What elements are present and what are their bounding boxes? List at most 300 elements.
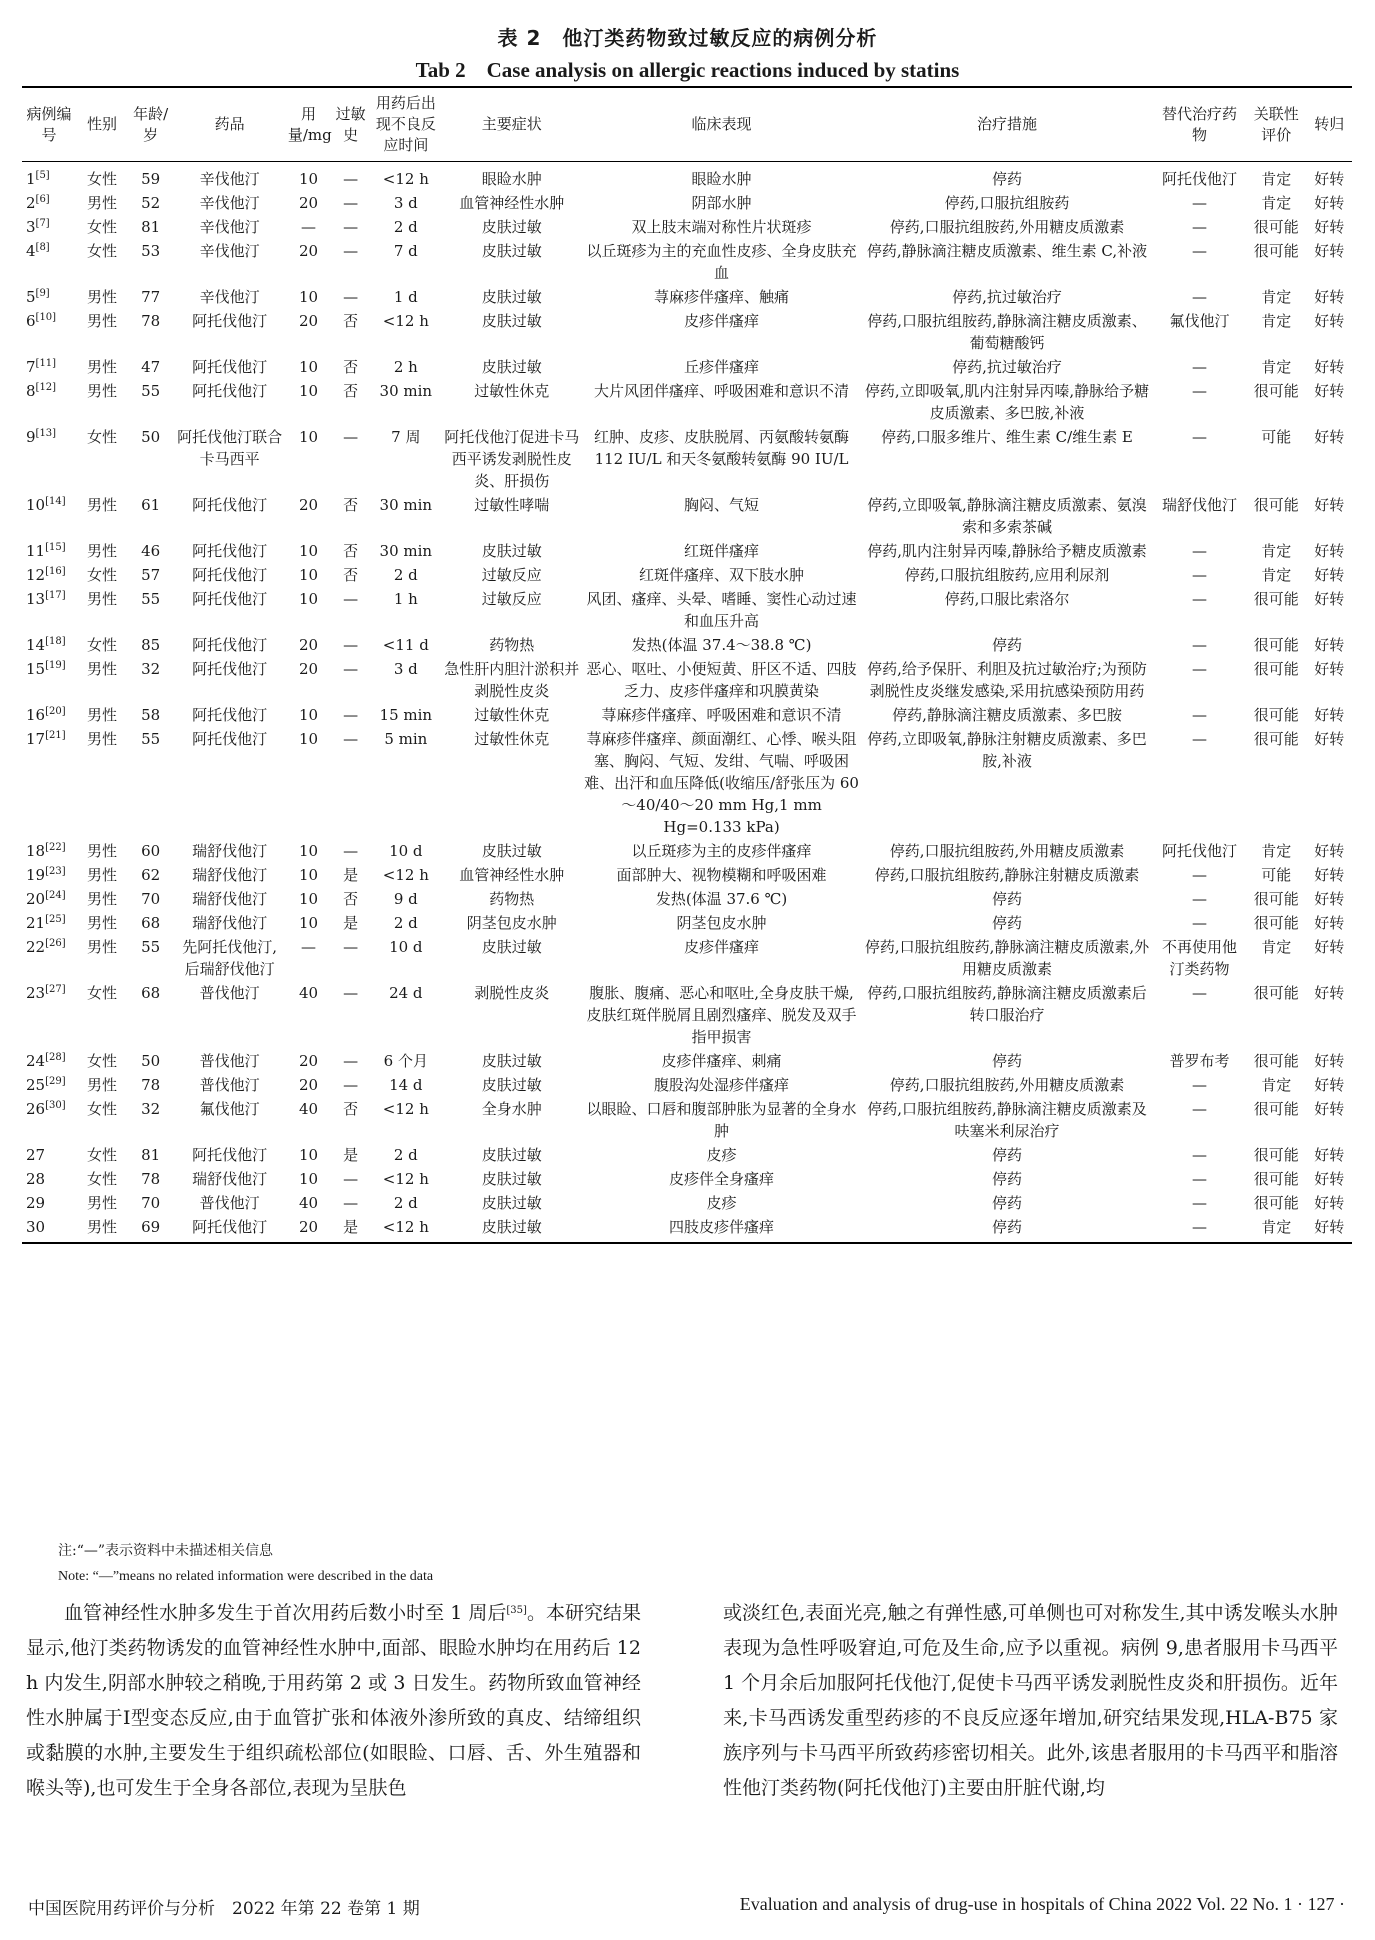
treatment-cell: 停药 bbox=[991, 170, 1022, 188]
drug-cell: 阿托伐他汀联合卡马西平 bbox=[177, 428, 283, 468]
allergy-history-cell: — bbox=[343, 194, 359, 212]
drug-cell: 辛伐他汀 bbox=[199, 242, 260, 260]
clinical-manifestation-cell: 皮疹伴瘙痒、刺痛 bbox=[661, 1052, 782, 1070]
drug-cell: 普伐他汀 bbox=[199, 1076, 260, 1094]
drug-cell: 辛伐他汀 bbox=[199, 288, 260, 306]
outcome-cell: 好转 bbox=[1314, 1194, 1345, 1212]
outcome-cell: 好转 bbox=[1314, 890, 1345, 908]
alternative-drug-cell: — bbox=[1191, 542, 1207, 560]
alternative-drug-cell: — bbox=[1191, 1100, 1207, 1118]
case-number: 30 bbox=[26, 1218, 46, 1236]
onset-time-cell: <12 h bbox=[382, 1170, 429, 1188]
sex-cell: 女性 bbox=[87, 428, 118, 446]
table-row bbox=[22, 308, 1352, 354]
outcome-cell: 好转 bbox=[1314, 428, 1345, 446]
age-cell: 85 bbox=[141, 636, 161, 654]
table-row bbox=[22, 702, 1352, 726]
allergy-history-cell: 否 bbox=[343, 542, 359, 560]
case-number: 28 bbox=[26, 1170, 46, 1188]
table-body bbox=[22, 162, 1352, 1244]
treatment-cell: 停药,口服抗组胺药 bbox=[944, 194, 1070, 212]
case-no-cell bbox=[22, 1048, 76, 1072]
sex-cell: 女性 bbox=[87, 1146, 118, 1164]
outcome-cell: 好转 bbox=[1314, 1146, 1345, 1164]
onset-time-cell: 10 d bbox=[389, 842, 423, 860]
treatment-cell: 停药 bbox=[991, 1170, 1022, 1188]
case-no-cell bbox=[22, 886, 76, 910]
sex-cell: 女性 bbox=[87, 1052, 118, 1070]
dose-cell: 20 bbox=[298, 1052, 319, 1070]
outcome-cell: 好转 bbox=[1307, 1214, 1353, 1243]
allergy-history-cell: — bbox=[343, 730, 359, 748]
allergy-history-cell: 否 bbox=[343, 312, 359, 330]
main-symptom-cell: 过敏反应 bbox=[481, 590, 542, 608]
causality-cell: 肯定 bbox=[1261, 194, 1292, 212]
alternative-drug-cell: — bbox=[1191, 1194, 1207, 1212]
age-cell: 55 bbox=[141, 938, 161, 956]
table-row bbox=[22, 586, 1352, 632]
clinical-manifestation-cell: 腹股沟处湿疹伴瘙痒 bbox=[654, 1076, 790, 1094]
onset-time-cell: 10 d bbox=[389, 938, 423, 956]
drug-cell: 辛伐他汀 bbox=[199, 194, 260, 212]
case-no-cell bbox=[22, 632, 76, 656]
main-symptom-cell: 过敏性哮喘 bbox=[474, 496, 550, 514]
case-no-cell bbox=[22, 538, 76, 562]
reference-citation: [13] bbox=[35, 428, 57, 439]
onset-time-cell: 1 d bbox=[393, 288, 418, 306]
header-onset-time: 用药后出现不良反应时间 bbox=[370, 87, 441, 162]
header-main-symptom: 主要症状 bbox=[442, 87, 583, 162]
table-row bbox=[22, 1214, 1352, 1243]
header-age: 年龄/岁 bbox=[128, 87, 173, 162]
table-row bbox=[22, 1096, 1352, 1142]
clinical-manifestation-cell: 发热(体温 37.4～38.8 ℃) bbox=[631, 636, 812, 654]
outcome-cell: 好转 bbox=[1314, 706, 1345, 724]
reference-citation: [14] bbox=[45, 496, 66, 507]
allergy-history-cell: — bbox=[343, 170, 359, 188]
table-row bbox=[22, 354, 1352, 378]
alternative-drug-cell: — bbox=[1191, 382, 1207, 400]
dose-cell: 10 bbox=[298, 890, 319, 908]
onset-time-cell: <12 h bbox=[382, 866, 429, 884]
table-row bbox=[22, 238, 1352, 284]
table-row bbox=[22, 538, 1352, 562]
clinical-manifestation-cell: 阴茎包皮水肿 bbox=[676, 914, 767, 932]
sex-cell: 女性 bbox=[87, 636, 118, 654]
age-cell: 78 bbox=[141, 1076, 161, 1094]
age-cell: 78 bbox=[141, 312, 161, 330]
causality-cell: 很可能 bbox=[1253, 1194, 1299, 1212]
causality-cell: 很可能 bbox=[1253, 914, 1299, 932]
onset-time-cell: 15 min bbox=[379, 706, 433, 724]
allergy-history-cell: — bbox=[343, 288, 359, 306]
case-no-cell bbox=[22, 378, 76, 424]
header-allergy-history: 过敏史 bbox=[331, 87, 370, 162]
reference-citation: [22] bbox=[45, 842, 66, 853]
drug-cell: 阿托伐他汀 bbox=[192, 590, 268, 608]
case-number: 17 bbox=[26, 730, 46, 748]
table-row bbox=[22, 726, 1352, 838]
outcome-cell: 好转 bbox=[1314, 496, 1345, 514]
treatment-cell: 停药,口服抗组胺药,静脉滴注糖皮质激素,外用糖皮质激素 bbox=[864, 938, 1150, 978]
alternative-drug-cell: — bbox=[1191, 660, 1207, 678]
allergy-history-cell: — bbox=[343, 1052, 359, 1070]
allergy-history-cell: — bbox=[343, 706, 359, 724]
clinical-manifestation-cell: 阴部水肿 bbox=[691, 194, 752, 212]
case-analysis-table bbox=[22, 86, 1352, 1244]
case-no-cell bbox=[22, 190, 76, 214]
clinical-manifestation-cell: 皮疹 bbox=[706, 1146, 737, 1164]
causality-cell: 可能 bbox=[1261, 866, 1292, 884]
causality-cell: 很可能 bbox=[1253, 706, 1299, 724]
sex-cell: 女性 bbox=[87, 170, 118, 188]
causality-cell: 很可能 bbox=[1253, 1100, 1299, 1118]
outcome-cell: 好转 bbox=[1314, 1076, 1345, 1094]
dose-cell: 20 bbox=[298, 496, 319, 514]
onset-time-cell: 2 d bbox=[393, 1146, 418, 1164]
outcome-cell: 好转 bbox=[1314, 358, 1345, 376]
alternative-drug-cell: — bbox=[1191, 890, 1207, 908]
table-row bbox=[22, 214, 1352, 238]
dose-cell: 10 bbox=[298, 1146, 319, 1164]
drug-cell: 阿托伐他汀 bbox=[192, 1146, 268, 1164]
main-symptom-cell: 皮肤过敏 bbox=[481, 288, 542, 306]
main-symptom-cell: 药物热 bbox=[489, 890, 535, 908]
allergy-history-cell: 是 bbox=[331, 1214, 370, 1243]
main-symptom-cell: 药物热 bbox=[489, 636, 535, 654]
case-number: 9 bbox=[26, 428, 36, 446]
allergy-history-cell: 是 bbox=[343, 1146, 359, 1164]
case-no-cell bbox=[22, 702, 76, 726]
main-symptom-cell: 皮肤过敏 bbox=[481, 542, 542, 560]
onset-time-cell: 2 d bbox=[393, 218, 418, 236]
case-number: 23 bbox=[26, 984, 46, 1002]
table-row bbox=[22, 910, 1352, 934]
main-symptom-cell: 过敏性休克 bbox=[474, 706, 550, 724]
allergy-history-cell: 否 bbox=[343, 890, 359, 908]
table-row bbox=[22, 162, 1352, 191]
main-symptom-cell: 皮肤过敏 bbox=[481, 1170, 542, 1188]
clinical-manifestation-cell: 发热(体温 37.6 ℃) bbox=[655, 890, 788, 908]
sex-cell: 女性 bbox=[87, 984, 118, 1002]
outcome-cell: 好转 bbox=[1314, 288, 1345, 306]
causality-cell: 肯定 bbox=[1246, 1214, 1307, 1243]
case-no-cell bbox=[22, 726, 76, 838]
treatment-cell: 停药,口服抗组胺药,外用糖皮质激素 bbox=[889, 1076, 1125, 1094]
causality-cell: 肯定 bbox=[1261, 938, 1292, 956]
drug-cell: 阿托伐他汀 bbox=[173, 1214, 285, 1243]
drug-cell: 普伐他汀 bbox=[199, 1052, 260, 1070]
alternative-drug-cell: — bbox=[1191, 242, 1207, 260]
alternative-drug-cell: — bbox=[1191, 194, 1207, 212]
drug-cell: 阿托伐他汀 bbox=[192, 706, 268, 724]
outcome-cell: 好转 bbox=[1314, 242, 1345, 260]
causality-cell: 肯定 bbox=[1261, 170, 1292, 188]
outcome-cell: 好转 bbox=[1314, 542, 1345, 560]
case-no-cell bbox=[22, 1072, 76, 1096]
alternative-drug-cell: — bbox=[1191, 218, 1207, 236]
case-no-cell bbox=[22, 162, 76, 191]
age-cell: 55 bbox=[141, 590, 161, 608]
age-cell: 78 bbox=[141, 1170, 161, 1188]
main-symptom-cell: 过敏性休克 bbox=[474, 730, 550, 748]
clinical-manifestation-cell: 眼睑水肿 bbox=[691, 170, 752, 188]
causality-cell: 很可能 bbox=[1253, 730, 1299, 748]
alternative-drug-cell: 氟伐他汀 bbox=[1169, 312, 1230, 330]
onset-time-cell: 30 min bbox=[379, 382, 433, 400]
treatment-cell: 停药,立即吸氧,静脉注射糖皮质激素、多巴胺,补液 bbox=[867, 730, 1147, 770]
causality-cell: 肯定 bbox=[1261, 842, 1292, 860]
clinical-manifestation-cell: 腹胀、腹痛、恶心和呕吐,全身皮肤干燥,皮肤红斑伴脱屑且剧烈瘙痒、脱发及双手指甲损害 bbox=[586, 984, 857, 1046]
case-number: 5 bbox=[26, 288, 36, 306]
drug-cell: 辛伐他汀 bbox=[199, 218, 260, 236]
clinical-manifestation-cell: 荨麻疹伴瘙痒、触痛 bbox=[654, 288, 790, 306]
dose-cell: 10 bbox=[298, 730, 319, 748]
causality-cell: 很可能 bbox=[1253, 1052, 1299, 1070]
reference-citation: [24] bbox=[45, 890, 66, 901]
main-symptom-cell: 皮肤过敏 bbox=[481, 1194, 542, 1212]
sex-cell: 女性 bbox=[87, 566, 118, 584]
reference-citation: [8] bbox=[35, 242, 50, 253]
clinical-manifestation-cell: 荨麻疹伴瘙痒、颜面潮红、心悸、喉头阻塞、胸闷、气短、发绀、气喘、呼吸困难、出汗和血压降低(收缩压/舒张压为 60～40/40～20 mm Hg,1 mm Hg=0.133 kPa) bbox=[584, 730, 859, 836]
case-number: 15 bbox=[26, 660, 46, 678]
outcome-cell: 好转 bbox=[1314, 312, 1345, 330]
reference-citation: [20] bbox=[45, 706, 66, 717]
note-chinese: 注:“—”表示资料中未描述相关信息 bbox=[58, 1543, 274, 1559]
table-row bbox=[22, 656, 1352, 702]
alternative-drug-cell: — bbox=[1191, 1170, 1207, 1188]
allergy-history-cell: — bbox=[343, 984, 359, 1002]
table-row bbox=[22, 378, 1352, 424]
case-number: 8 bbox=[26, 382, 36, 400]
reference-citation: [7] bbox=[35, 218, 50, 229]
table-row bbox=[22, 1190, 1352, 1214]
age-cell: 55 bbox=[141, 382, 161, 400]
drug-cell: 瑞舒伐他汀 bbox=[192, 866, 268, 884]
case-number: 14 bbox=[26, 636, 46, 654]
onset-time-cell: 2 d bbox=[393, 566, 418, 584]
treatment-cell: 停药,立即吸氧,静脉滴注糖皮质激素、氨溴索和多索茶碱 bbox=[867, 496, 1147, 536]
treatment-cell: 停药,口服比索洛尔 bbox=[944, 590, 1070, 608]
outcome-cell: 好转 bbox=[1314, 842, 1345, 860]
onset-time-cell: <12 h bbox=[382, 170, 429, 188]
age-cell: 59 bbox=[141, 170, 161, 188]
allergy-history-cell: — bbox=[343, 428, 359, 446]
drug-cell: 瑞舒伐他汀 bbox=[192, 914, 268, 932]
dose-cell: 20 bbox=[298, 660, 319, 678]
case-number: 25 bbox=[26, 1076, 46, 1094]
onset-time-cell: 5 min bbox=[384, 730, 428, 748]
age-cell: 68 bbox=[141, 984, 161, 1002]
dose-cell: — bbox=[301, 938, 317, 956]
body-text-left-column: 血管神经性水肿多发生于首次用药后数小时至 1 周后[35]。本研究结果显示,他汀类药物诱发的血管神经性水肿中,面部、眼睑水肿均在用药后 12 h 内发生,阴部水肿较之稍晚,于用药第 2 或 3 日发生。药物所致血管神经性水肿属于Ⅰ型变态反应,由于血管扩张和体液外渗所致的真皮、结缔组织或黏膜的水肿,主要发生于组织疏松部位(如眼睑、口唇、舌、外生殖器和喉头等),也可发生于全身各部位,表现为呈肤色 bbox=[26, 1602, 641, 1799]
treatment-cell: 停药,口服抗组胺药,应用利尿剂 bbox=[904, 566, 1110, 584]
age-cell: 68 bbox=[141, 914, 161, 932]
drug-cell: 氟伐他汀 bbox=[199, 1100, 260, 1118]
age-cell: 47 bbox=[141, 358, 161, 376]
clinical-manifestation-cell: 皮疹伴瘙痒 bbox=[684, 938, 760, 956]
allergy-history-cell: — bbox=[343, 842, 359, 860]
drug-cell: 普伐他汀 bbox=[199, 1194, 260, 1212]
main-symptom-cell: 皮肤过敏 bbox=[481, 1076, 542, 1094]
sex-cell: 女性 bbox=[87, 218, 118, 236]
table-row bbox=[22, 424, 1352, 492]
dose-cell: 40 bbox=[298, 1194, 319, 1212]
outcome-cell: 好转 bbox=[1314, 170, 1345, 188]
main-symptom-cell: 阿托伐他汀促进卡马西平诱发剥脱性皮炎、肝损伤 bbox=[444, 428, 580, 490]
causality-cell: 肯定 bbox=[1261, 312, 1292, 330]
drug-cell: 阿托伐他汀 bbox=[192, 566, 268, 584]
header-alternative-drug: 替代治疗药物 bbox=[1153, 87, 1246, 162]
reference-citation: [9] bbox=[35, 288, 50, 299]
onset-time-cell: 14 d bbox=[389, 1076, 423, 1094]
header-clinical-manifestation: 临床表现 bbox=[582, 87, 861, 162]
treatment-cell: 停药,口服多维片、维生素 C/维生素 E bbox=[881, 428, 1133, 446]
case-number: 24 bbox=[26, 1052, 46, 1070]
clinical-manifestation-cell: 大片风团伴瘙痒、呼吸困难和意识不清 bbox=[594, 382, 850, 400]
onset-time-cell: 3 d bbox=[393, 660, 418, 678]
onset-time-cell: 7 d bbox=[393, 242, 418, 260]
outcome-cell: 好转 bbox=[1314, 730, 1345, 748]
causality-cell: 很可能 bbox=[1253, 660, 1299, 678]
sex-cell: 男性 bbox=[87, 1194, 118, 1212]
treatment-cell: 停药 bbox=[991, 914, 1022, 932]
onset-time-cell: 1 h bbox=[393, 590, 418, 608]
causality-cell: 很可能 bbox=[1253, 1170, 1299, 1188]
causality-cell: 肯定 bbox=[1261, 566, 1292, 584]
table-row bbox=[22, 284, 1352, 308]
age-cell: 52 bbox=[141, 194, 161, 212]
case-no-cell bbox=[22, 424, 76, 492]
age-cell: 50 bbox=[141, 1052, 161, 1070]
case-number: 26 bbox=[26, 1100, 46, 1118]
causality-cell: 很可能 bbox=[1253, 496, 1299, 514]
drug-cell: 瑞舒伐他汀 bbox=[192, 1170, 268, 1188]
footer-journal-chinese: 中国医院用药评价与分析 2022 年第 22 卷第 1 期 bbox=[28, 1899, 420, 1919]
case-number: 22 bbox=[26, 938, 46, 956]
alternative-drug-cell: — bbox=[1191, 358, 1207, 376]
main-symptom-cell: 急性肝内胆汁淤积并剥脱性皮炎 bbox=[444, 660, 580, 700]
onset-time-cell: 2 d bbox=[393, 1194, 418, 1212]
case-number: 10 bbox=[26, 496, 46, 514]
clinical-manifestation-cell: 面部肿大、视物模糊和呼吸困难 bbox=[616, 866, 827, 884]
note-english: Note: “—”means no related information were described in the data bbox=[58, 1569, 434, 1584]
reference-citation: [26] bbox=[45, 938, 66, 949]
outcome-cell: 好转 bbox=[1314, 218, 1345, 236]
table-row bbox=[22, 862, 1352, 886]
sex-cell: 男性 bbox=[87, 194, 118, 212]
main-symptom-cell: 皮肤过敏 bbox=[481, 218, 542, 236]
alternative-drug-cell: — bbox=[1191, 428, 1207, 446]
treatment-cell: 停药 bbox=[991, 1194, 1022, 1212]
causality-cell: 可能 bbox=[1261, 428, 1292, 446]
alternative-drug-cell: 普罗布考 bbox=[1169, 1052, 1230, 1070]
age-cell: 70 bbox=[141, 1194, 161, 1212]
footer-journal-english: Evaluation and analysis of drug-use in hospitals of China 2022 Vol. 22 No. 1 · 127 · bbox=[739, 1894, 1345, 1914]
alternative-drug-cell: — bbox=[1191, 706, 1207, 724]
onset-time-cell: <12 h bbox=[382, 312, 429, 330]
reference-citation: [15] bbox=[45, 542, 66, 553]
dose-cell: 20 bbox=[298, 242, 319, 260]
drug-cell: 阿托伐他汀 bbox=[192, 660, 268, 678]
sex-cell: 女性 bbox=[87, 1170, 118, 1188]
treatment-cell: 停药,口服抗组胺药,静脉滴注糖皮质激素及呋塞米利尿治疗 bbox=[867, 1100, 1147, 1140]
onset-time-cell: 3 d bbox=[393, 194, 418, 212]
age-cell: 58 bbox=[141, 706, 161, 724]
sex-cell: 男性 bbox=[87, 914, 118, 932]
case-no-cell bbox=[22, 284, 76, 308]
clinical-manifestation-cell: 皮疹 bbox=[706, 1194, 737, 1212]
age-cell: 53 bbox=[141, 242, 161, 260]
table-row bbox=[22, 492, 1352, 538]
age-cell: 81 bbox=[141, 1146, 161, 1164]
header-dose: 用量/mg bbox=[286, 87, 331, 162]
case-no-cell bbox=[22, 656, 76, 702]
alternative-drug-cell: — bbox=[1191, 590, 1207, 608]
allergy-history-cell: — bbox=[343, 1194, 359, 1212]
case-no-cell bbox=[22, 934, 76, 980]
header-causality: 关联性评价 bbox=[1246, 87, 1307, 162]
case-no-cell bbox=[22, 492, 76, 538]
causality-cell: 很可能 bbox=[1253, 636, 1299, 654]
drug-cell: 瑞舒伐他汀 bbox=[192, 890, 268, 908]
dose-cell: 10 bbox=[298, 1170, 319, 1188]
treatment-cell: 停药,给予保肝、利胆及抗过敏治疗;为预防剥脱性皮炎继发感染,采用抗感染预防用药 bbox=[867, 660, 1147, 700]
dose-cell: 20 bbox=[298, 312, 319, 330]
onset-time-cell: <11 d bbox=[382, 636, 429, 654]
case-number: 12 bbox=[26, 566, 46, 584]
allergy-history-cell: 否 bbox=[343, 496, 359, 514]
allergy-history-cell: 否 bbox=[343, 566, 359, 584]
clinical-manifestation-cell: 恶心、呕吐、小便短黄、肝区不适、四肢乏力、皮疹伴瘙痒和巩膜黄染 bbox=[586, 660, 857, 700]
main-symptom-cell: 皮肤过敏 bbox=[481, 242, 542, 260]
sex-cell: 男性 bbox=[87, 1076, 118, 1094]
clinical-manifestation-cell: 红肿、皮疹、皮肤脱屑、丙氨酸转氨酶 112 IU/L 和天冬氨酸转氨酶 90 IU/L bbox=[594, 428, 850, 468]
causality-cell: 很可能 bbox=[1253, 382, 1299, 400]
table-row bbox=[22, 1072, 1352, 1096]
allergy-history-cell: — bbox=[343, 1170, 359, 1188]
age-cell: 50 bbox=[141, 428, 161, 446]
dose-cell: 10 bbox=[298, 358, 319, 376]
treatment-cell: 停药 bbox=[991, 1052, 1022, 1070]
onset-time-cell: 30 min bbox=[379, 496, 433, 514]
reference-citation: [23] bbox=[45, 866, 66, 877]
dose-cell: 20 bbox=[298, 636, 319, 654]
case-no-cell bbox=[22, 1142, 76, 1166]
dose-cell: 10 bbox=[298, 428, 319, 446]
alternative-drug-cell: — bbox=[1191, 566, 1207, 584]
onset-time-cell: <12 h bbox=[382, 1100, 429, 1118]
reference-citation: [10] bbox=[35, 312, 57, 323]
clinical-manifestation-cell: 胸闷、气短 bbox=[684, 496, 760, 514]
allergy-history-cell: — bbox=[343, 636, 359, 654]
case-number: 20 bbox=[26, 890, 46, 908]
case-number: 27 bbox=[26, 1146, 46, 1164]
sex-cell: 男性 bbox=[87, 842, 118, 860]
table-row bbox=[22, 838, 1352, 862]
treatment-cell: 停药,抗过敏治疗 bbox=[952, 358, 1062, 376]
dose-cell: 10 bbox=[298, 842, 319, 860]
drug-cell: 辛伐他汀 bbox=[199, 170, 260, 188]
table-row bbox=[22, 190, 1352, 214]
dose-cell: 10 bbox=[298, 288, 319, 306]
causality-cell: 很可能 bbox=[1253, 218, 1299, 236]
case-number: 4 bbox=[26, 242, 36, 260]
onset-time-cell: 2 d bbox=[393, 914, 418, 932]
allergy-history-cell: — bbox=[343, 218, 359, 236]
allergy-history-cell: — bbox=[343, 660, 359, 678]
treatment-cell: 停药 bbox=[991, 1146, 1022, 1164]
